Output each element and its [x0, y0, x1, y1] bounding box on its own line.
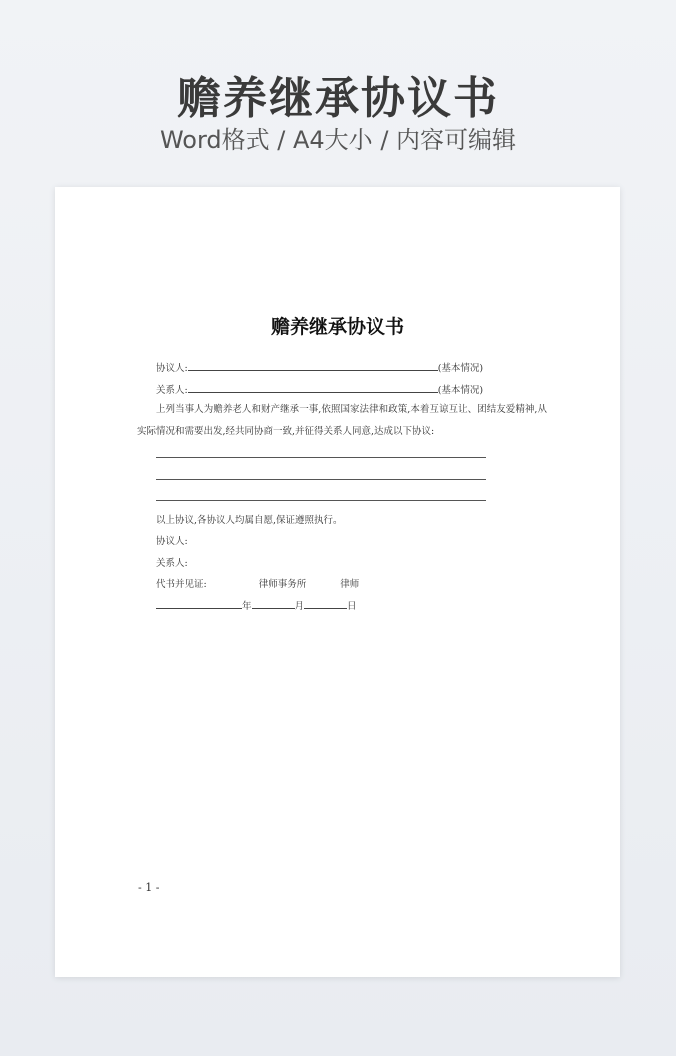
- sign-relation-label: 关系人:: [156, 558, 188, 569]
- witness-row: [156, 576, 359, 590]
- law-firm-label: 律师事务所: [258, 579, 307, 590]
- closing-statement: 以上协议,各协议人均属自愿,保证遵照执行。: [156, 515, 343, 526]
- relation-note: (基本情况): [437, 385, 484, 396]
- date-fill-line[interactable]: [156, 599, 242, 609]
- party-fill-line[interactable]: [188, 361, 438, 371]
- party-row: [156, 360, 483, 374]
- party-note: (基本情况): [437, 363, 484, 374]
- month-fill-line[interactable]: [252, 599, 295, 609]
- agreement-blank-line[interactable]: [156, 457, 486, 458]
- day-fill-line[interactable]: [304, 599, 347, 609]
- agreement-blank-line[interactable]: [156, 500, 486, 501]
- banner-subtitle: Word格式 / A4大小 / 内容可编辑: [159, 126, 517, 154]
- date-row: [156, 598, 357, 612]
- sign-party-label: 协议人:: [156, 536, 188, 547]
- document-title: 赡养继承协议书: [270, 316, 404, 338]
- intro-paragraph: 上列当事人为赡养老人和财产继承一事,依照国家法律和政策,本着互谅互让、团结友爱精神,从实际情况和需要出发,经共同协商一致,并征得关系人同意,达成以下协议:: [137, 404, 547, 437]
- document-page: [55, 187, 620, 977]
- relation-row: [156, 382, 483, 396]
- day-label: 日: [347, 601, 357, 612]
- witness-label: 代书并见证:: [156, 579, 207, 590]
- relation-label: 关系人:: [156, 385, 188, 396]
- banner-title: 赡养继承协议书: [177, 73, 499, 124]
- relation-fill-line[interactable]: [188, 383, 438, 393]
- agreement-blank-line[interactable]: [156, 479, 486, 480]
- month-label: 月: [294, 601, 305, 612]
- page-number: - 1 -: [138, 881, 160, 894]
- lawyer-label: 律师: [340, 579, 360, 590]
- year-label: 年: [242, 601, 252, 612]
- party-label: 协议人:: [156, 363, 188, 374]
